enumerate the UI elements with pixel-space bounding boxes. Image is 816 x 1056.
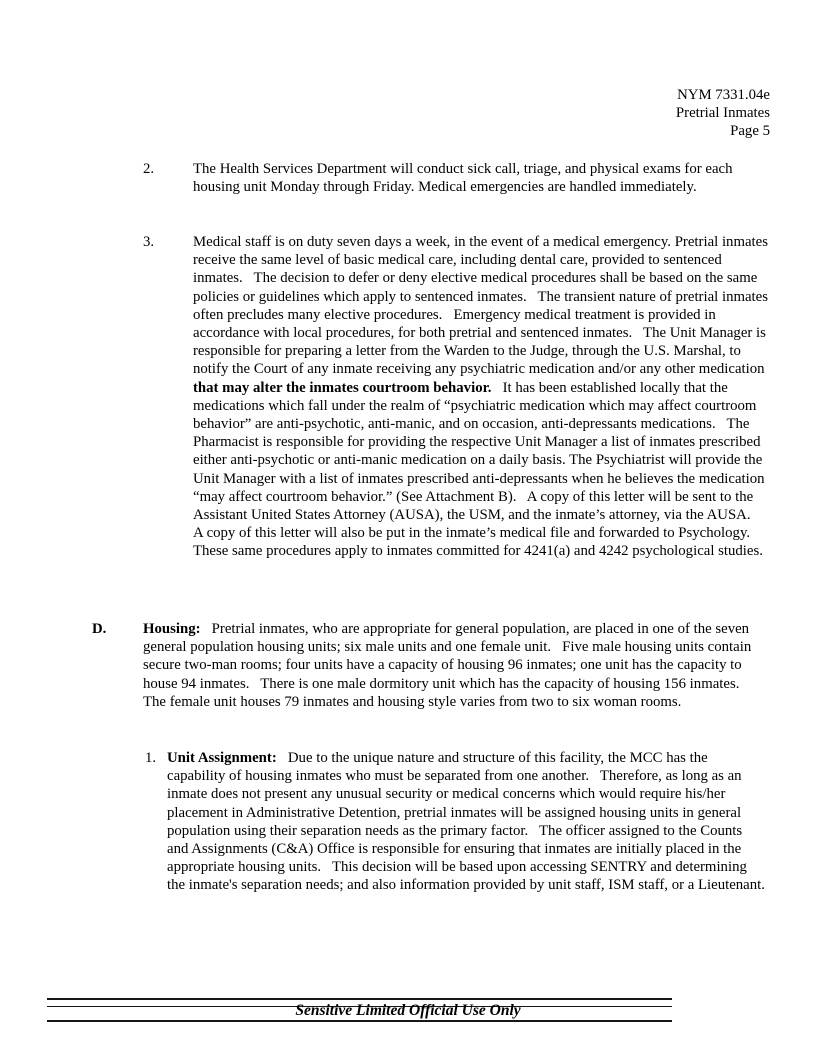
item-number: 1.	[145, 750, 157, 766]
item-text-segment: It has been established locally that the medications which fall under the realm of “psychiatric medication which may affect courtroom behavior” are anti-psychotic, anti-manic, and on occasion, anti-depressants medications. The Pharmacist is responsible for providing the respective Unit Manager a list of inmates prescribed either anti-psychotic or anti-manic medication on a daily basis. The Psychiatrist will provide the Unit Manager with a list of inmates prescribed anti-depressants when he believes the medication “may affect courtroom behavior.” (See Attachment B). A copy of this letter will be sent to the Assistant United States Attorney (AUSA), the USM, and the inmate’s attorney, via the AUSA. A copy of this letter will also be put in the inmate’s medical file and forwarded to Psychology. These same procedures apply to inmates committed for 4241(a) and 4242 psychological studies.	[193, 379, 769, 560]
item-text: The Health Services Department will conduct sick call, triage, and physical exams for each housing unit Monday through Friday. Medical emergencies are handled immediately.	[193, 161, 737, 196]
list-item-2	[143, 160, 768, 196]
item-text-segment: Medical staff is on duty seven days a week, in the event of a medical emergency. Pretrial inmates receive the same level of basic medical care, including dental care, provided to sentenced inmates. The decision to defer or deny elective medical procedures shall be based on the same policies or guidelines which apply to sentenced inmates. The transient nature of pretrial inmates often precludes many elective procedures. Emergency medical treatment is provided in accordance with local procedures, for both pretrial and sentenced inmates. The Unit Manager is responsible for preparing a letter from the Warden to the Judge, through the U.S. Marshal, to notify the Court of any inmate receiving any psychiatric medication and/or any other medication	[193, 234, 772, 378]
section-d-housing	[92, 620, 768, 711]
section-body: Pretrial inmates, who are appropriate for general population, are placed in one of the seven general population housing units; six male units and one female unit. Five male housing units contain secure two-man rooms; four units have a capacity of housing 96 inmates; one unit has the capacity to house 94 inmates. There is one male dormitory unit which has the capacity of housing 156 inmates. The female unit houses 79 inmates and housing style varies from two to six woman rooms.	[143, 621, 755, 710]
section-label: D.	[92, 621, 107, 637]
item-number: 3.	[143, 234, 155, 250]
classification-banner: Sensitive Limited Official Use Only	[295, 1002, 521, 1019]
item-number: 2.	[143, 161, 155, 177]
doc-subject: Pretrial Inmates	[675, 105, 770, 122]
item-text-bold-segment: that may alter the inmates courtroom behavior.	[193, 379, 492, 396]
doc-number: NYM 7331.04e	[677, 87, 770, 103]
item-text	[193, 233, 772, 561]
document-header	[676, 86, 770, 141]
item-heading: Unit Assignment:	[167, 750, 277, 766]
footer-bottom-rule	[47, 1020, 672, 1022]
list-item-3	[143, 233, 772, 561]
section-heading: Housing:	[143, 621, 201, 637]
page-number: Page 5	[730, 123, 770, 140]
item-text	[167, 749, 765, 895]
section-text	[143, 620, 768, 711]
item-body: Due to the unique nature and structure of this facility, the MCC has the capability of housing inmates who must be separated from one another. Therefore, as long as an inmate does not present any unusual security or medical concerns which would require his/her placement in Administrative Detention, pretrial inmates will be assigned housing units in general population using their separation needs as the primary factor. The officer assigned to the Counts and Assignments (C&A) Office is responsible for ensuring that inmates are initially placed in the appropriate housing units. This decision will be based upon accessing SENTRY and determining the inmate's separation needs; and also information provided by unit staff, ISM staff, or a Lieutenant.	[167, 750, 765, 894]
list-item-unit-assignment	[145, 749, 765, 895]
